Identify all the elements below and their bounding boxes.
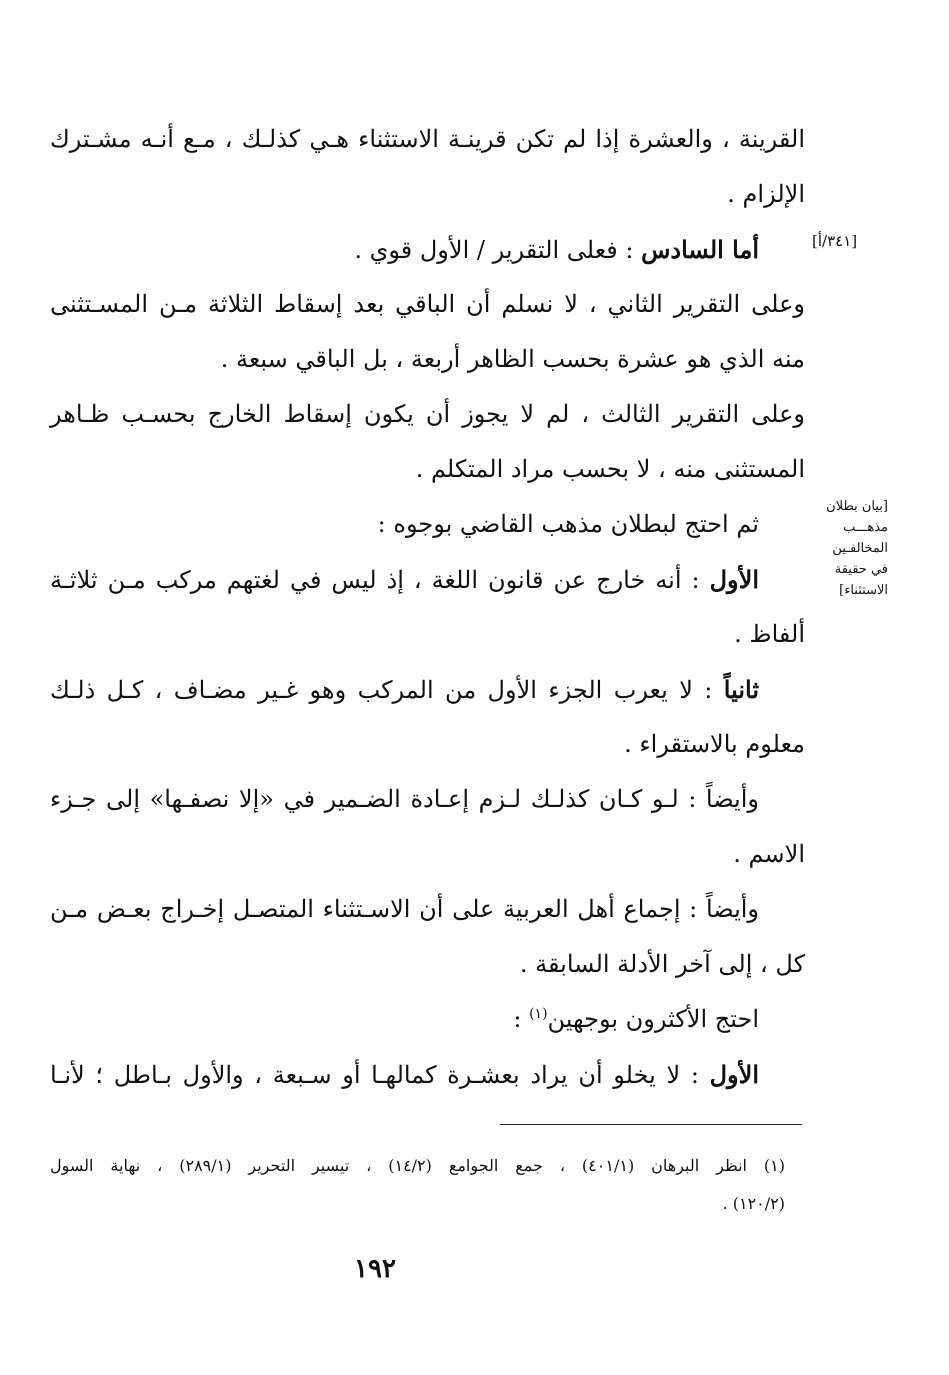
text-line xyxy=(50,992,805,1047)
line-text: احتج الأكثرون بوجهين xyxy=(547,1005,759,1033)
text-line xyxy=(50,332,805,387)
text-line xyxy=(50,882,805,937)
text-line xyxy=(50,497,805,552)
line-text: وعلى التقرير الثاني ، لا نسلم أن الباقي بعد إسقاط الثلاثة مـن المسـتثنى xyxy=(50,290,805,318)
footnote-line: (١٢٠/٢) . xyxy=(722,1194,785,1213)
footnote-separator xyxy=(500,1124,802,1125)
line-text: وأيضاً : إجماع أهل العربية على أن الاسـتثناء المتصـل إخـراج بعـض مـن xyxy=(50,895,759,923)
line-text: المستثنى منه ، لا بحسب مراد المتكلم . xyxy=(415,455,805,483)
text-line xyxy=(50,607,805,662)
folio-marker: [٣٤١/أ] xyxy=(812,232,858,250)
margin-heading-note xyxy=(808,496,888,601)
point-heading-first: الأول xyxy=(709,565,759,594)
line-text: وعلى التقرير الثالث ، لم لا يجوز أن يكون إسقاط الخارج بحسـب ظـاهر xyxy=(50,400,805,428)
point-heading-second: ثانياً xyxy=(723,675,759,704)
text-line xyxy=(50,387,805,442)
line-text: معلوم بالاستقراء . xyxy=(624,730,805,758)
point-heading-first: الأول xyxy=(709,1060,759,1089)
text-line xyxy=(50,717,805,772)
line-text: ألفاظ . xyxy=(734,620,805,648)
margin-note-line: المخالفـين xyxy=(832,541,888,556)
footnote-reference[interactable]: (١) xyxy=(529,1006,548,1022)
line-text: : لا يعرب الجزء الأول من المركب وهو غـير مضـاف ، كـل ذلـك xyxy=(50,676,724,704)
text-line xyxy=(50,937,805,992)
margin-note-line: الاستثناء] xyxy=(839,583,888,598)
margin-note-line: مذهـــب xyxy=(843,520,888,535)
text-line xyxy=(50,442,805,497)
margin-note-line: في حقيقة xyxy=(834,562,888,577)
line-text: منه الذي هو عشرة بحسب الظاهر أربعة ، بل الباقي سبعة . xyxy=(220,345,805,373)
line-text: الإلزام . xyxy=(727,180,805,208)
text-line xyxy=(50,112,805,167)
footnote-section xyxy=(50,1147,785,1223)
line-text: القرينة ، والعشرة إذا لم تكن قرينـة الاستثناء هـي كذلـك ، مـع أنـه مشـترك xyxy=(50,125,805,153)
text-line xyxy=(50,1047,805,1102)
footnote-line: (١) انظر البرهان (٤٠١/١) ، جمع الجوامع (١٤/٢) ، تيسير التحرير (٢٨٩/١) ، نهاية السول xyxy=(50,1156,785,1175)
margin-note-line: [بيان بطلان xyxy=(826,499,888,514)
body-text xyxy=(50,112,805,1102)
line-text: وأيضاً : لـو كـان كذلـك لـزم إعـادة الضـمير في «إلا نصفـها» إلى جـزء xyxy=(50,785,759,813)
line-text: ثم احتج لبطلان مذهب القاضي بوجوه : xyxy=(377,510,759,538)
line-text: كل ، إلى آخر الأدلة السابقة . xyxy=(519,950,805,978)
text-line xyxy=(50,827,805,882)
section-heading-sixth: أما السادس xyxy=(641,235,759,264)
text-line xyxy=(50,277,805,332)
text-line xyxy=(50,772,805,827)
text-line xyxy=(50,222,805,277)
text-line xyxy=(50,552,805,607)
page-number: ١٩٢ xyxy=(354,1254,396,1284)
line-text: : أنه خارج عن قانون اللغة ، إذ ليس في لغتهم مركب مـن ثلاثـة xyxy=(50,566,710,594)
line-text: : لا يخلو أن يراد بعشـرة كمالهـا أو سـبعة ، والأول بـاطل ؛ لأنـا xyxy=(50,1061,710,1089)
line-text: الاسم . xyxy=(733,840,805,868)
text-line xyxy=(50,662,805,717)
line-text: : xyxy=(513,1005,530,1033)
text-line xyxy=(50,167,805,222)
line-text: : فعلى التقرير / الأول قوي . xyxy=(354,236,642,264)
